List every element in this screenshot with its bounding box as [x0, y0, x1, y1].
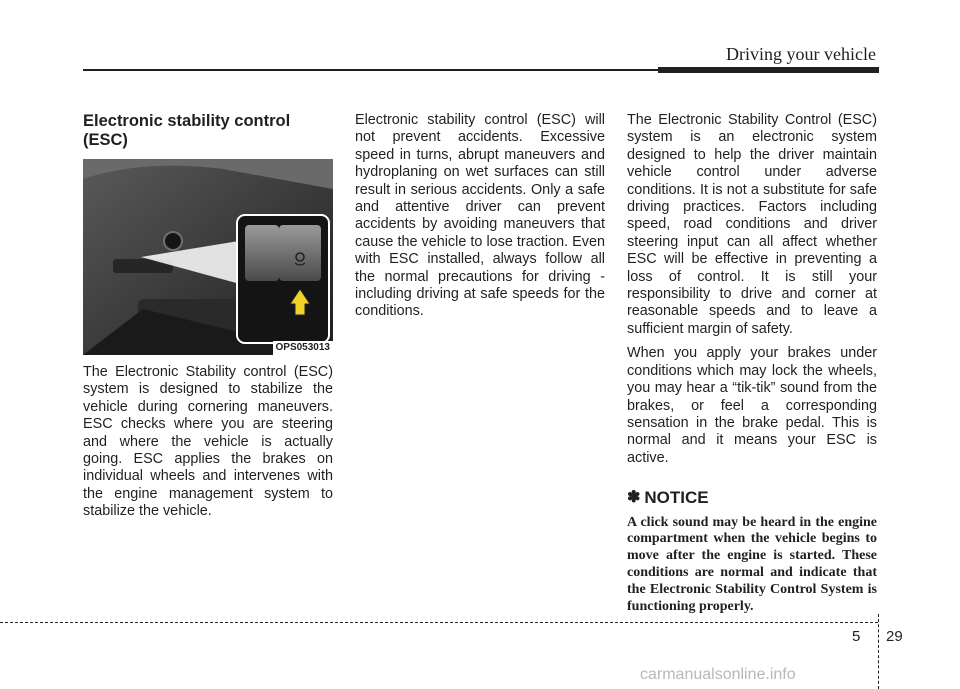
footer-rule: [0, 622, 878, 623]
brake-sound-paragraph: When you apply your brakes under conditions which may lock the wheels, you may hear a “tik-tik” sound from the brakes, or feel a corresponding sensation in the brake pedal. This is normal and it means your ESC is active.: [627, 345, 877, 466]
notice-title: NOTICE: [644, 488, 709, 508]
section-title: Electronic stability control (ESC): [83, 112, 291, 149]
chapter-number: 5: [852, 628, 861, 645]
esc-warning-paragraph: Electronic stability control (ESC) will not prevent accidents. Excessive speed in turns, abrupt maneuvers and hydroplaning on wet surfaces can still result in serious accidents. Only a safe and attentive driver can prevent accidents by avoiding maneuvers that cause the vehicle to lose traction. Even with ESC installed, always follow all the normal precautions for driving - including driving at safe speeds for the conditions.: [355, 112, 605, 320]
notice-icon: ✽: [627, 488, 641, 506]
header-rule: [83, 69, 664, 71]
notice-heading: [627, 489, 877, 506]
esc-button-figure: [83, 159, 333, 355]
dashboard-illustration: [83, 159, 333, 355]
footer-divider: [878, 614, 879, 689]
page-number: 29: [886, 628, 903, 645]
column-2: [355, 112, 605, 328]
column-3: [627, 112, 877, 622]
figure-code: OPS053013: [273, 341, 334, 355]
notice-body: A click sound may be heard in the engine compartment when the vehicle begins to move after the engine is started. These conditions are normal and indicate that the Electronic Stability Control System is functioning properly.: [627, 514, 877, 614]
esc-system-paragraph: The Electronic Stability Control (ESC) system is an electronic system designed to help the driver maintain vehicle control under adverse conditions. It is not a substitute for safe driving practices. Factors including speed, road conditions and driver steering input can all affect whether ESC will be effective in preventing a loss of control. It is still your responsibility to drive and corner at reasonable speeds and to leave a sufficient margin of safety.: [627, 112, 877, 337]
header-rule-accent: [658, 67, 879, 73]
esc-description: The Electronic Stability control (ESC) system is designed to stabilize the vehicle during cornering maneuvers. ESC checks where you are steering and where the vehicle is actually going. ESC applies the brakes on individual wheels and intervenes with the engine management system to stabilize the vehicle.: [83, 364, 333, 520]
header-title: Driving your vehicle: [726, 44, 876, 64]
watermark: carmanualsonline.info: [640, 666, 796, 683]
column-1: [83, 112, 333, 528]
